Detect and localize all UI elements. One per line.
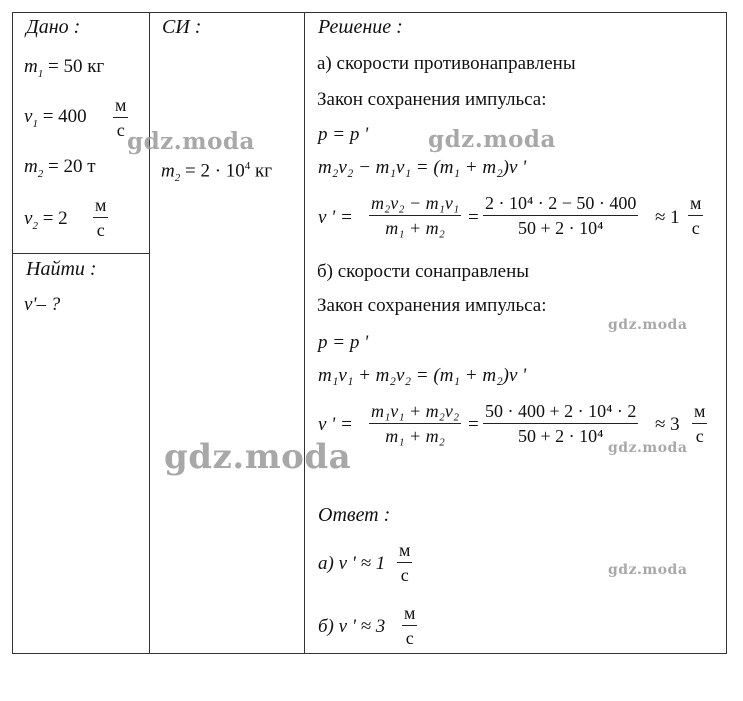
m1-value: = 50 кг (43, 56, 105, 77)
solution-header-text: Решение (318, 16, 392, 38)
given-v1 (24, 107, 87, 130)
answer-a-unit (397, 541, 412, 584)
case-a-frac2-bar (483, 215, 638, 216)
given-header-colon: : (73, 16, 81, 38)
solution-header-colon: : (396, 16, 403, 38)
v2-unit-den: с (96, 220, 105, 240)
case-a-eq3-lhs: v ' = (318, 207, 353, 228)
case-b-frac1-bar (369, 423, 461, 424)
v2-value: = 2 (37, 208, 68, 229)
case-b-frac1 (369, 402, 461, 445)
case-b-frac2 (483, 402, 638, 445)
case-b-law: Закон сохранения импульса: (317, 295, 547, 316)
answer-a-unit-num: м (399, 540, 411, 560)
case-b-unit-den: с (695, 426, 704, 446)
watermark-6: gdz.moda (608, 562, 688, 578)
case-a-frac1-bar (369, 215, 461, 216)
v1-symbol: v (24, 106, 33, 127)
case-a-frac1-den: m₁ + m₂ (385, 218, 445, 238)
m2-value: = 20 т (43, 156, 96, 177)
case-b-eq1: p = p ' (318, 332, 369, 353)
answer-header-colon: : (383, 504, 391, 526)
case-a-frac2-num: 2 · 10⁴ · 2 − 50 · 400 (485, 193, 637, 213)
v1-unit-den: с (116, 120, 125, 140)
v2-subscript: 2 (32, 219, 38, 232)
case-b-unit (692, 402, 707, 445)
case-a-frac2 (483, 194, 638, 237)
case-a-frac2-den: 50 + 2 · 10⁴ (518, 218, 604, 238)
case-b-result: ≈ 3 (655, 414, 680, 435)
column-divider-si (304, 13, 305, 653)
case-a-unit (688, 194, 703, 237)
find-header-colon: : (89, 258, 97, 280)
si-m2 (161, 161, 272, 184)
find-value: v'– ? (24, 294, 61, 315)
case-a-law: Закон сохранения импульса: (317, 89, 547, 110)
si-m2-value: = 2 · 10 (180, 160, 245, 182)
case-a-unit-num: м (690, 193, 702, 213)
case-b-frac2-den: 50 + 2 · 10⁴ (518, 426, 604, 446)
si-header (162, 17, 201, 37)
m1-subscript: 1 (37, 67, 44, 80)
answer-b-unit-den: с (405, 628, 414, 648)
given-v2 (24, 209, 68, 232)
answer-b-unit (402, 604, 417, 647)
case-b-eq3-lhs: v ' = (318, 414, 353, 435)
case-b-unit-bar (692, 423, 707, 424)
v2-unit-bar (93, 217, 108, 218)
watermark-3: gdz.moda (608, 317, 688, 333)
v1-unit-num: м (115, 95, 127, 115)
case-b-frac2-num: 50 · 400 + 2 · 10⁴ · 2 (485, 401, 637, 421)
answer-header-text: Ответ (318, 504, 379, 526)
watermark-2: gdz.moda (428, 126, 556, 153)
given-header (26, 17, 80, 37)
si-m2-symbol: m (161, 160, 175, 182)
case-a-eq1: p = p ' (318, 124, 369, 145)
answer-b-unit-bar (402, 625, 417, 626)
watermark-4: gdz.moda (164, 437, 352, 477)
case-a-unit-bar (688, 215, 703, 216)
answer-header (318, 505, 390, 525)
case-b-frac1-num: m₁v₁ + m₂v₂ (371, 401, 460, 421)
v2-symbol: v (24, 208, 33, 229)
case-b-title: б) скорости сонаправлены (317, 261, 530, 282)
answer-b: б) v ' ≈ 3 (318, 616, 386, 637)
case-a-unit-den: с (691, 218, 700, 238)
m2-symbol: m (24, 156, 38, 177)
m1-symbol: m (24, 56, 38, 77)
v2-unit-num: м (95, 195, 107, 215)
case-b-eq-sign: = (468, 414, 479, 435)
si-m2-exponent: 4 (244, 160, 251, 172)
find-header (26, 259, 97, 279)
case-a-frac1 (369, 194, 461, 237)
watermark-5: gdz.moda (608, 440, 688, 456)
v1-subscript: 1 (32, 117, 38, 130)
si-m2-subscript: 2 (174, 172, 181, 185)
case-b-frac2-bar (483, 423, 638, 424)
given-m2 (24, 157, 96, 180)
row-divider-find (13, 253, 149, 254)
given-header-text: Дано (26, 16, 69, 38)
case-a-eq2: m₂v₂ − m₁v₁ = (m₁ + m₂)v ' (318, 157, 527, 178)
answer-b-unit-num: м (404, 603, 416, 623)
v1-value: = 400 (37, 106, 87, 127)
answer-a-unit-den: с (400, 565, 409, 585)
solution-header (318, 17, 403, 37)
v1-unit-bar (113, 117, 128, 118)
find-header-text: Найти (26, 258, 85, 280)
case-b-eq2: m₁v₁ + m₂v₂ = (m₁ + m₂)v ' (318, 365, 527, 386)
si-header-colon: : (194, 16, 202, 38)
si-header-text: СИ (162, 16, 190, 38)
v2-unit (93, 196, 108, 239)
answer-a: а) v ' ≈ 1 (318, 553, 386, 574)
case-b-frac1-den: m₁ + m₂ (385, 426, 445, 446)
given-m1 (24, 57, 104, 80)
case-a-frac1-num: m₂v₂ − m₁v₁ (371, 193, 460, 213)
watermark-1: gdz.moda (127, 128, 255, 155)
answer-a-unit-bar (397, 562, 412, 563)
case-b-unit-num: м (694, 401, 706, 421)
case-a-eq-sign: = (468, 207, 479, 228)
case-a-title: а) скорости противонаправлены (317, 53, 576, 74)
m2-subscript: 2 (37, 167, 44, 180)
case-a-result: ≈ 1 (655, 207, 680, 228)
si-m2-unit: кг (250, 160, 273, 182)
column-divider-given (149, 13, 150, 653)
